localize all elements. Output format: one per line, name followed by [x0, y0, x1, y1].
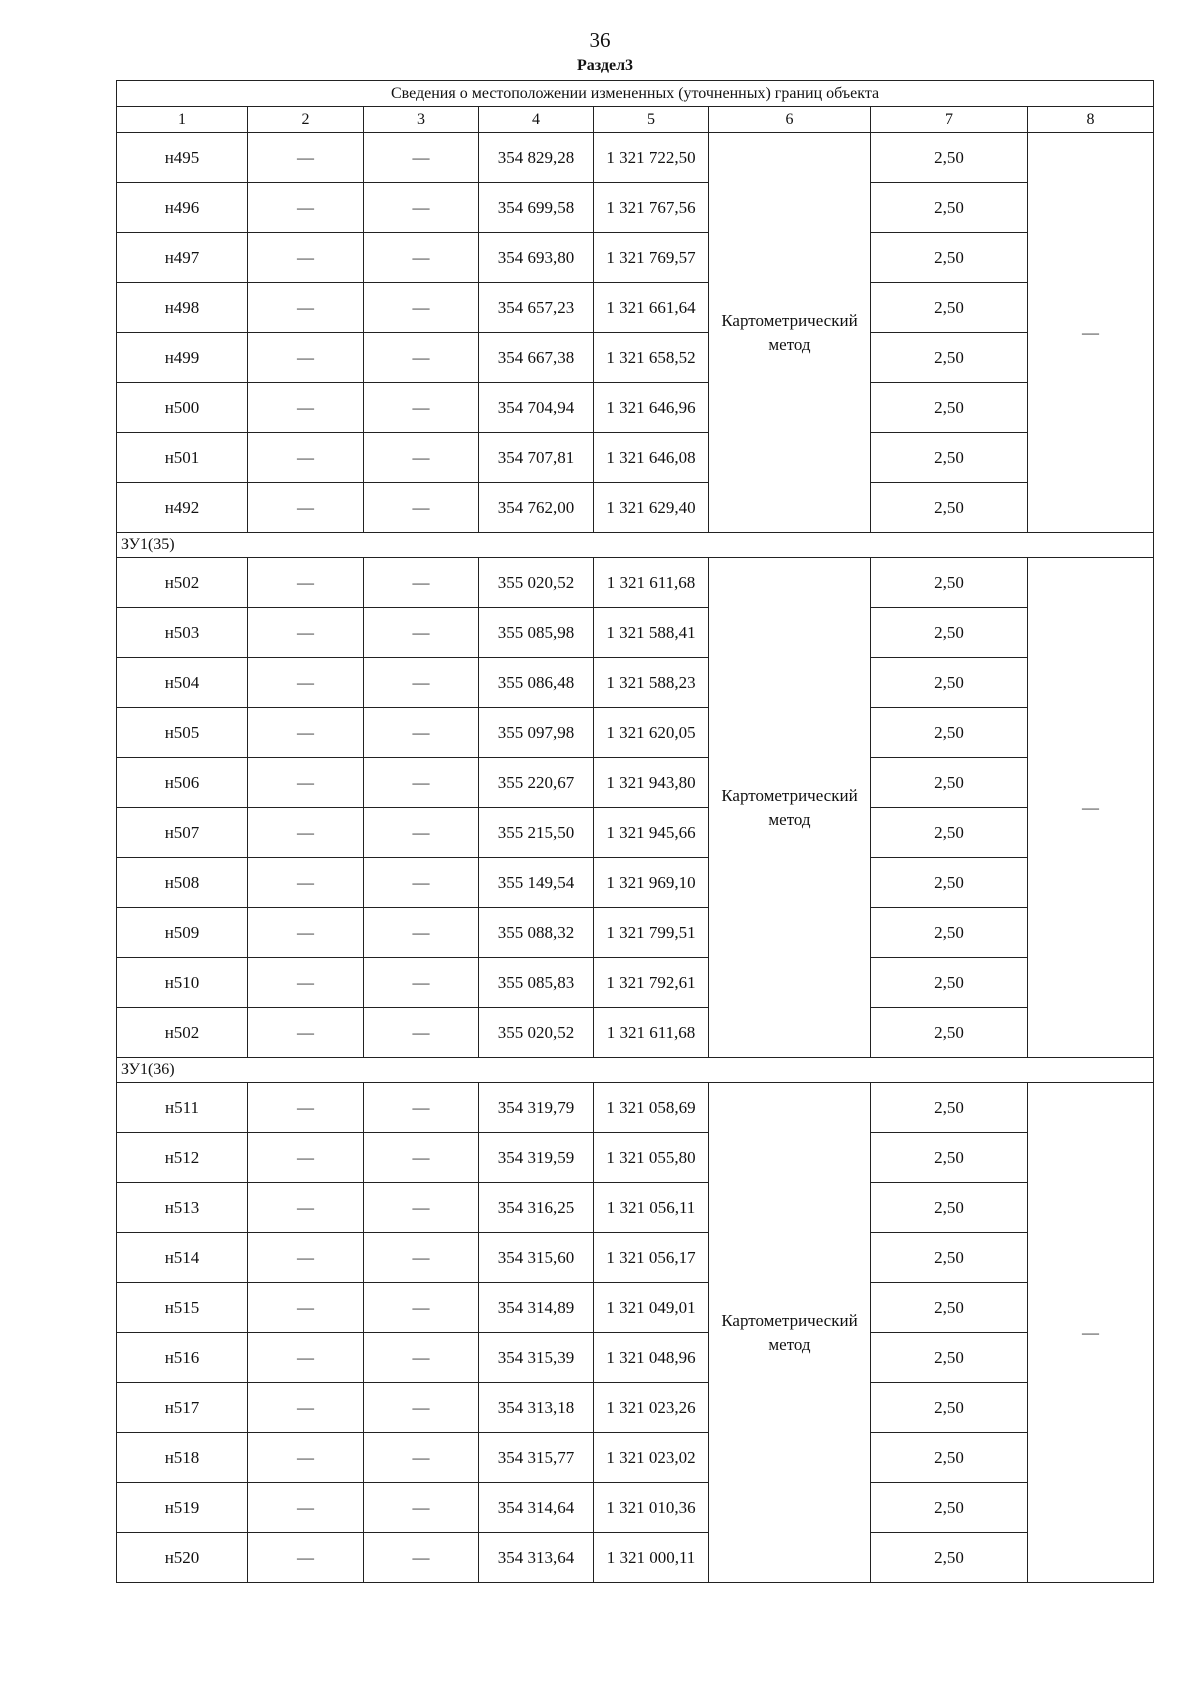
column-number: 6: [709, 107, 871, 133]
coord-y: 1 321 767,56: [594, 183, 709, 233]
coord-x: 354 699,58: [479, 183, 594, 233]
accuracy-value: 2,50: [871, 333, 1028, 383]
coord-x: 354 315,77: [479, 1433, 594, 1483]
point-name: н498: [117, 283, 248, 333]
col2-value: —: [248, 1383, 364, 1433]
accuracy-value: 2,50: [871, 183, 1028, 233]
page-number: 36: [589, 28, 611, 52]
coord-x: 354 762,00: [479, 483, 594, 533]
accuracy-value: 2,50: [871, 958, 1028, 1008]
table-title: Сведения о местоположении измененных (уточненных) границ объекта: [117, 81, 1154, 107]
group-label: ЗУ1(35): [117, 533, 1154, 558]
col2-value: —: [248, 1183, 364, 1233]
col2-value: —: [248, 383, 364, 433]
col3-value: —: [364, 483, 479, 533]
point-name: н517: [117, 1383, 248, 1433]
table-row: [117, 383, 1154, 433]
accuracy-value: 2,50: [871, 1183, 1028, 1233]
coord-y: 1 321 588,23: [594, 658, 709, 708]
coord-y: 1 321 969,10: [594, 858, 709, 908]
table-row: [117, 1133, 1154, 1183]
point-name: н511: [117, 1083, 248, 1133]
col2-value: —: [248, 1433, 364, 1483]
coord-y: 1 321 000,11: [594, 1533, 709, 1583]
coord-y: 1 321 058,69: [594, 1083, 709, 1133]
accuracy-value: 2,50: [871, 483, 1028, 533]
coord-y: 1 321 722,50: [594, 133, 709, 183]
accuracy-value: 2,50: [871, 1483, 1028, 1533]
col2-value: —: [248, 608, 364, 658]
column-number: 7: [871, 107, 1028, 133]
point-name: н515: [117, 1283, 248, 1333]
col3-value: —: [364, 1083, 479, 1133]
col2-value: —: [248, 333, 364, 383]
point-name: н502: [117, 558, 248, 608]
method-cell: Картометрический метод: [709, 133, 871, 533]
table-row: [117, 1533, 1154, 1583]
point-name: н504: [117, 658, 248, 708]
col2-value: —: [248, 1333, 364, 1383]
coord-x: 354 693,80: [479, 233, 594, 283]
point-name: н505: [117, 708, 248, 758]
col3-value: —: [364, 1533, 479, 1583]
coord-y: 1 321 646,08: [594, 433, 709, 483]
col3-value: —: [364, 183, 479, 233]
coord-x: 354 319,59: [479, 1133, 594, 1183]
point-name: н506: [117, 758, 248, 808]
coord-x: 355 220,67: [479, 758, 594, 808]
col3-value: —: [364, 1283, 479, 1333]
col3-value: —: [364, 1483, 479, 1533]
point-name: н518: [117, 1433, 248, 1483]
point-name: н512: [117, 1133, 248, 1183]
accuracy-value: 2,50: [871, 283, 1028, 333]
col2-value: —: [248, 808, 364, 858]
coord-x: 354 315,60: [479, 1233, 594, 1283]
col2-value: —: [248, 1133, 364, 1183]
column-number: 5: [594, 107, 709, 133]
col3-value: —: [364, 283, 479, 333]
table-row: [117, 1383, 1154, 1433]
coord-x: 354 667,38: [479, 333, 594, 383]
table-row: [117, 708, 1154, 758]
table-row: [117, 1433, 1154, 1483]
accuracy-value: 2,50: [871, 808, 1028, 858]
table-row: [117, 1233, 1154, 1283]
point-name: н514: [117, 1233, 248, 1283]
accuracy-value: 2,50: [871, 1283, 1028, 1333]
point-name: н513: [117, 1183, 248, 1233]
col2-value: —: [248, 133, 364, 183]
table-row: [117, 1083, 1154, 1133]
table-row: [117, 858, 1154, 908]
coord-x: 354 316,25: [479, 1183, 594, 1233]
col3-value: —: [364, 1333, 479, 1383]
point-name: н519: [117, 1483, 248, 1533]
accuracy-value: 2,50: [871, 608, 1028, 658]
coord-y: 1 321 620,05: [594, 708, 709, 758]
point-name: н509: [117, 908, 248, 958]
point-name: н503: [117, 608, 248, 658]
table-row: [117, 808, 1154, 858]
coord-x: 355 086,48: [479, 658, 594, 708]
coord-y: 1 321 023,02: [594, 1433, 709, 1483]
coord-x: 354 313,64: [479, 1533, 594, 1583]
table-row: [117, 483, 1154, 533]
coord-x: 355 215,50: [479, 808, 594, 858]
coord-x: 354 315,39: [479, 1333, 594, 1383]
col3-value: —: [364, 433, 479, 483]
col2-value: —: [248, 233, 364, 283]
table-row: [117, 908, 1154, 958]
accuracy-value: 2,50: [871, 858, 1028, 908]
group-header-row: [117, 1058, 1154, 1083]
accuracy-value: 2,50: [871, 1383, 1028, 1433]
table-row: [117, 1483, 1154, 1533]
method-cell: Картометрический метод: [709, 1083, 871, 1583]
table-row: [117, 1333, 1154, 1383]
col3-value: —: [364, 1133, 479, 1183]
col2-value: —: [248, 1083, 364, 1133]
table-body: [117, 133, 1154, 1583]
col3-value: —: [364, 758, 479, 808]
col8-value: —: [1028, 133, 1154, 533]
coord-y: 1 321 799,51: [594, 908, 709, 958]
col8-value: —: [1028, 1083, 1154, 1583]
coord-x: 355 085,98: [479, 608, 594, 658]
col3-value: —: [364, 708, 479, 758]
table-row: [117, 558, 1154, 608]
coord-x: 354 657,23: [479, 283, 594, 333]
table-row: [117, 233, 1154, 283]
col3-value: —: [364, 1233, 479, 1283]
col2-value: —: [248, 1008, 364, 1058]
col2-value: —: [248, 183, 364, 233]
table-row: [117, 1008, 1154, 1058]
coord-y: 1 321 629,40: [594, 483, 709, 533]
accuracy-value: 2,50: [871, 758, 1028, 808]
point-name: н516: [117, 1333, 248, 1383]
point-name: н502: [117, 1008, 248, 1058]
method-cell: Картометрический метод: [709, 558, 871, 1058]
group-header-row: [117, 533, 1154, 558]
table-row: [117, 958, 1154, 1008]
accuracy-value: 2,50: [871, 1533, 1028, 1583]
coord-y: 1 321 611,68: [594, 1008, 709, 1058]
accuracy-value: 2,50: [871, 433, 1028, 483]
col3-value: —: [364, 1383, 479, 1433]
accuracy-value: 2,50: [871, 1433, 1028, 1483]
point-name: н520: [117, 1533, 248, 1583]
coord-x: 355 088,32: [479, 908, 594, 958]
column-number: 2: [248, 107, 364, 133]
col2-value: —: [248, 558, 364, 608]
point-name: н496: [117, 183, 248, 233]
point-name: н499: [117, 333, 248, 383]
point-name: н508: [117, 858, 248, 908]
col3-value: —: [364, 1008, 479, 1058]
coord-y: 1 321 611,68: [594, 558, 709, 608]
col3-value: —: [364, 133, 479, 183]
coord-y: 1 321 658,52: [594, 333, 709, 383]
coord-x: 355 149,54: [479, 858, 594, 908]
col3-value: —: [364, 958, 479, 1008]
boundary-table: [116, 80, 1154, 1583]
col3-value: —: [364, 608, 479, 658]
coord-x: 355 097,98: [479, 708, 594, 758]
table-row: [117, 658, 1154, 708]
coord-x: 354 319,79: [479, 1083, 594, 1133]
accuracy-value: 2,50: [871, 908, 1028, 958]
coord-y: 1 321 056,17: [594, 1233, 709, 1283]
group-label: ЗУ1(36): [117, 1058, 1154, 1083]
col2-value: —: [248, 1283, 364, 1333]
coord-x: 355 020,52: [479, 1008, 594, 1058]
col2-value: —: [248, 433, 364, 483]
column-number: 8: [1028, 107, 1154, 133]
col2-value: —: [248, 858, 364, 908]
col8-value: —: [1028, 558, 1154, 1058]
col2-value: —: [248, 708, 364, 758]
coord-x: 354 829,28: [479, 133, 594, 183]
col2-value: —: [248, 1233, 364, 1283]
accuracy-value: 2,50: [871, 133, 1028, 183]
column-number: 4: [479, 107, 594, 133]
table-row: [117, 183, 1154, 233]
point-name: н500: [117, 383, 248, 433]
accuracy-value: 2,50: [871, 708, 1028, 758]
coord-y: 1 321 056,11: [594, 1183, 709, 1233]
coord-y: 1 321 945,66: [594, 808, 709, 858]
coord-y: 1 321 023,26: [594, 1383, 709, 1433]
coord-x: 354 313,18: [479, 1383, 594, 1433]
coord-y: 1 321 646,96: [594, 383, 709, 433]
col3-value: —: [364, 1183, 479, 1233]
col3-value: —: [364, 383, 479, 433]
coord-y: 1 321 048,96: [594, 1333, 709, 1383]
coord-y: 1 321 588,41: [594, 608, 709, 658]
coord-y: 1 321 943,80: [594, 758, 709, 808]
col2-value: —: [248, 483, 364, 533]
col2-value: —: [248, 658, 364, 708]
table-row: [117, 283, 1154, 333]
coord-x: 355 085,83: [479, 958, 594, 1008]
table-row: [117, 1283, 1154, 1333]
accuracy-value: 2,50: [871, 1008, 1028, 1058]
point-name: н510: [117, 958, 248, 1008]
col2-value: —: [248, 1483, 364, 1533]
accuracy-value: 2,50: [871, 1333, 1028, 1383]
coord-y: 1 321 049,01: [594, 1283, 709, 1333]
accuracy-value: 2,50: [871, 233, 1028, 283]
col3-value: —: [364, 558, 479, 608]
coord-x: 354 314,64: [479, 1483, 594, 1533]
coord-y: 1 321 010,36: [594, 1483, 709, 1533]
point-name: н497: [117, 233, 248, 283]
col3-value: —: [364, 658, 479, 708]
col3-value: —: [364, 808, 479, 858]
point-name: н492: [117, 483, 248, 533]
column-number: 3: [364, 107, 479, 133]
section-title: Раздел3: [576, 57, 634, 74]
table-row: [117, 608, 1154, 658]
accuracy-value: 2,50: [871, 1233, 1028, 1283]
col2-value: —: [248, 958, 364, 1008]
table-row: [117, 333, 1154, 383]
table-row: [117, 433, 1154, 483]
coord-x: 355 020,52: [479, 558, 594, 608]
coord-y: 1 321 769,57: [594, 233, 709, 283]
accuracy-value: 2,50: [871, 658, 1028, 708]
col2-value: —: [248, 1533, 364, 1583]
point-name: н501: [117, 433, 248, 483]
coord-y: 1 321 055,80: [594, 1133, 709, 1183]
accuracy-value: 2,50: [871, 1133, 1028, 1183]
table-row: [117, 758, 1154, 808]
accuracy-value: 2,50: [871, 1083, 1028, 1133]
col3-value: —: [364, 858, 479, 908]
table-row: [117, 133, 1154, 183]
col2-value: —: [248, 758, 364, 808]
col2-value: —: [248, 283, 364, 333]
coord-x: 354 707,81: [479, 433, 594, 483]
coord-y: 1 321 792,61: [594, 958, 709, 1008]
accuracy-value: 2,50: [871, 558, 1028, 608]
col3-value: —: [364, 233, 479, 283]
coord-x: 354 704,94: [479, 383, 594, 433]
table-row: [117, 1183, 1154, 1233]
col3-value: —: [364, 1433, 479, 1483]
coord-x: 354 314,89: [479, 1283, 594, 1333]
col3-value: —: [364, 908, 479, 958]
point-name: н495: [117, 133, 248, 183]
column-number: 1: [117, 107, 248, 133]
coord-y: 1 321 661,64: [594, 283, 709, 333]
point-name: н507: [117, 808, 248, 858]
col3-value: —: [364, 333, 479, 383]
accuracy-value: 2,50: [871, 383, 1028, 433]
col2-value: —: [248, 908, 364, 958]
